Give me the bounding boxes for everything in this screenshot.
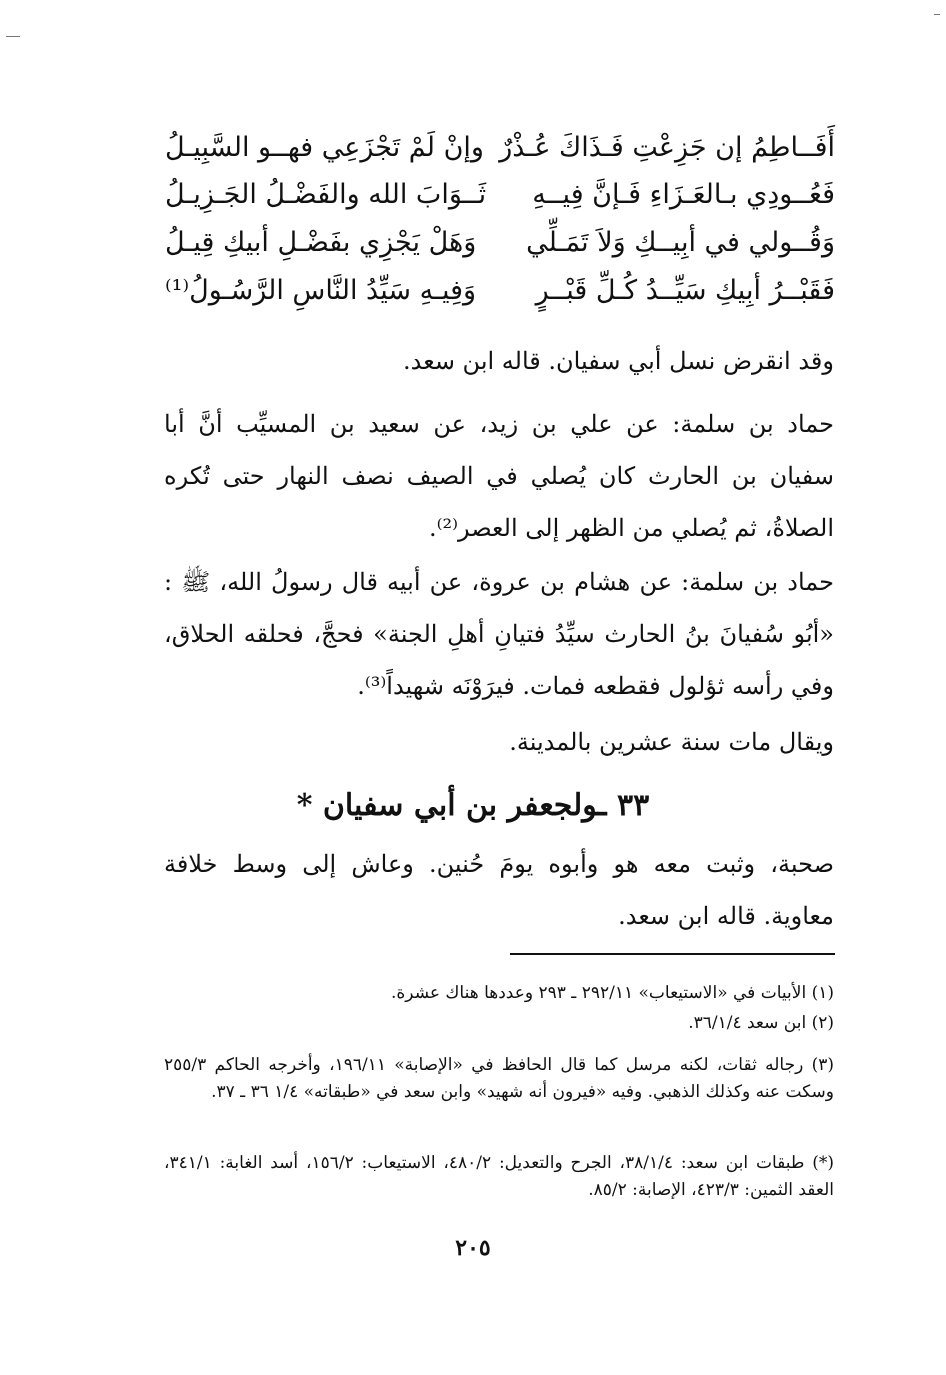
footnote-separator (510, 953, 835, 955)
footnote: (٣) رجاله ثقات، لكنه مرسل كما قال الحافظ في «الإصابة» ١٩٦/١١، وأخرجه الحاكم ٢٥٥/٣ وسكت عنه وكذلك الذهبي. وفيه «فيرون أنه شهيد» وابن سعد في «طبقاته» ١/٤ ٣٦ ـ ٣٧. (164, 1055, 834, 1102)
paragraph: حماد بن سلمة: عن علي بن زيد، عن سعيد بن المسيِّب أنَّ أبا سفيان بن الحارث كان يُصلي في الصيف نصف النهار حتى تُكره الصلاةُ، ثم يُصلي من الظهر إلى العصر⁽²⁾. (164, 410, 834, 542)
poem-verse (165, 132, 835, 180)
paragraph: صحبة، وثبت معه هو وأبوه يومَ حُنين. وعاش إلى وسط خلافة معاوية. قاله ابن سعد. (164, 850, 834, 930)
page-number: ٢٠٥ (455, 1235, 491, 1261)
verse-first-hemistich: فَقَبْــرُ أبِيكِ سَيِّــدُ كُـلِّ قَبْــرٍ (535, 275, 835, 306)
footnote: (١) الأبيات في «الاستيعاب» ٢٩٢/١١ ـ ٢٩٣ وعددها هناك عشرة. (391, 983, 834, 1003)
footnote: (٢) ابن سعد ٣٦/١/٤. (688, 1013, 834, 1033)
poem-verse (165, 179, 835, 227)
verse-second-hemistich: ثَــوَابَ الله والفَضْـلُ الجَـزِيـلُ (165, 179, 487, 210)
poem-verse (165, 275, 835, 323)
verse-first-hemistich: وَقُــولي في أبِيــكِ وَلاَ تَمَـلِّي (526, 227, 835, 258)
verse-second-hemistich: وَفِيـهِ سَيِّدُ النَّاسِ الرَّسُـولُ⁽¹⁾ (165, 275, 477, 306)
scan-mark (934, 14, 940, 15)
verse-first-hemistich: فَعُــودِي بـالعَـزَاءِ فَـإنَّ فِيــهِ (532, 179, 835, 210)
paragraph: وقد انقرض نسل أبي سفيان. قاله ابن سعد. (403, 347, 834, 375)
verse-first-hemistich: أَفَــاطِمُ إن جَزِعْتِ فَـذَاكَ عُـذْرٌ (499, 132, 835, 163)
verse-second-hemistich: وإنْ لَمْ تَجْزَعِي فهــو السَّبِيـلُ (165, 132, 484, 163)
footnote: (*) طبقات ابن سعد: ٣٨/١/٤، الجرح والتعديل: ٤٨٠/٢، الاستيعاب: ١٥٦/٢، أسد الغابة: ٣٤١/١، العقد الثمين: ٤٢٣/٣، الإصابة: ٨٥/٢. (164, 1153, 834, 1200)
paragraph: ويقال مات سنة عشرين بالمدينة. (509, 728, 834, 756)
verse-second-hemistich: وَهَلْ يَجْزِي بفَضْـلِ أبيكِ قِيـلُ (165, 227, 477, 258)
paragraph: حماد بن سلمة: عن هشام بن عروة، عن أبيه قال رسولُ الله، ﷺ : «أبُو سُفيانَ بنُ الحارث سيِّدُ فتيانِ أهلِ الجنة» فحجَّ، فحلقه الحلاق، وفي رأسه ثؤلول فقطعه فمات. فيرَوْنَه شهيداً⁽³⁾. (164, 568, 835, 700)
poem-verse (165, 227, 835, 275)
scan-mark (6, 36, 20, 37)
section-title: ٣٣ ـولجعفر بن أبي سفيان * (296, 788, 650, 823)
